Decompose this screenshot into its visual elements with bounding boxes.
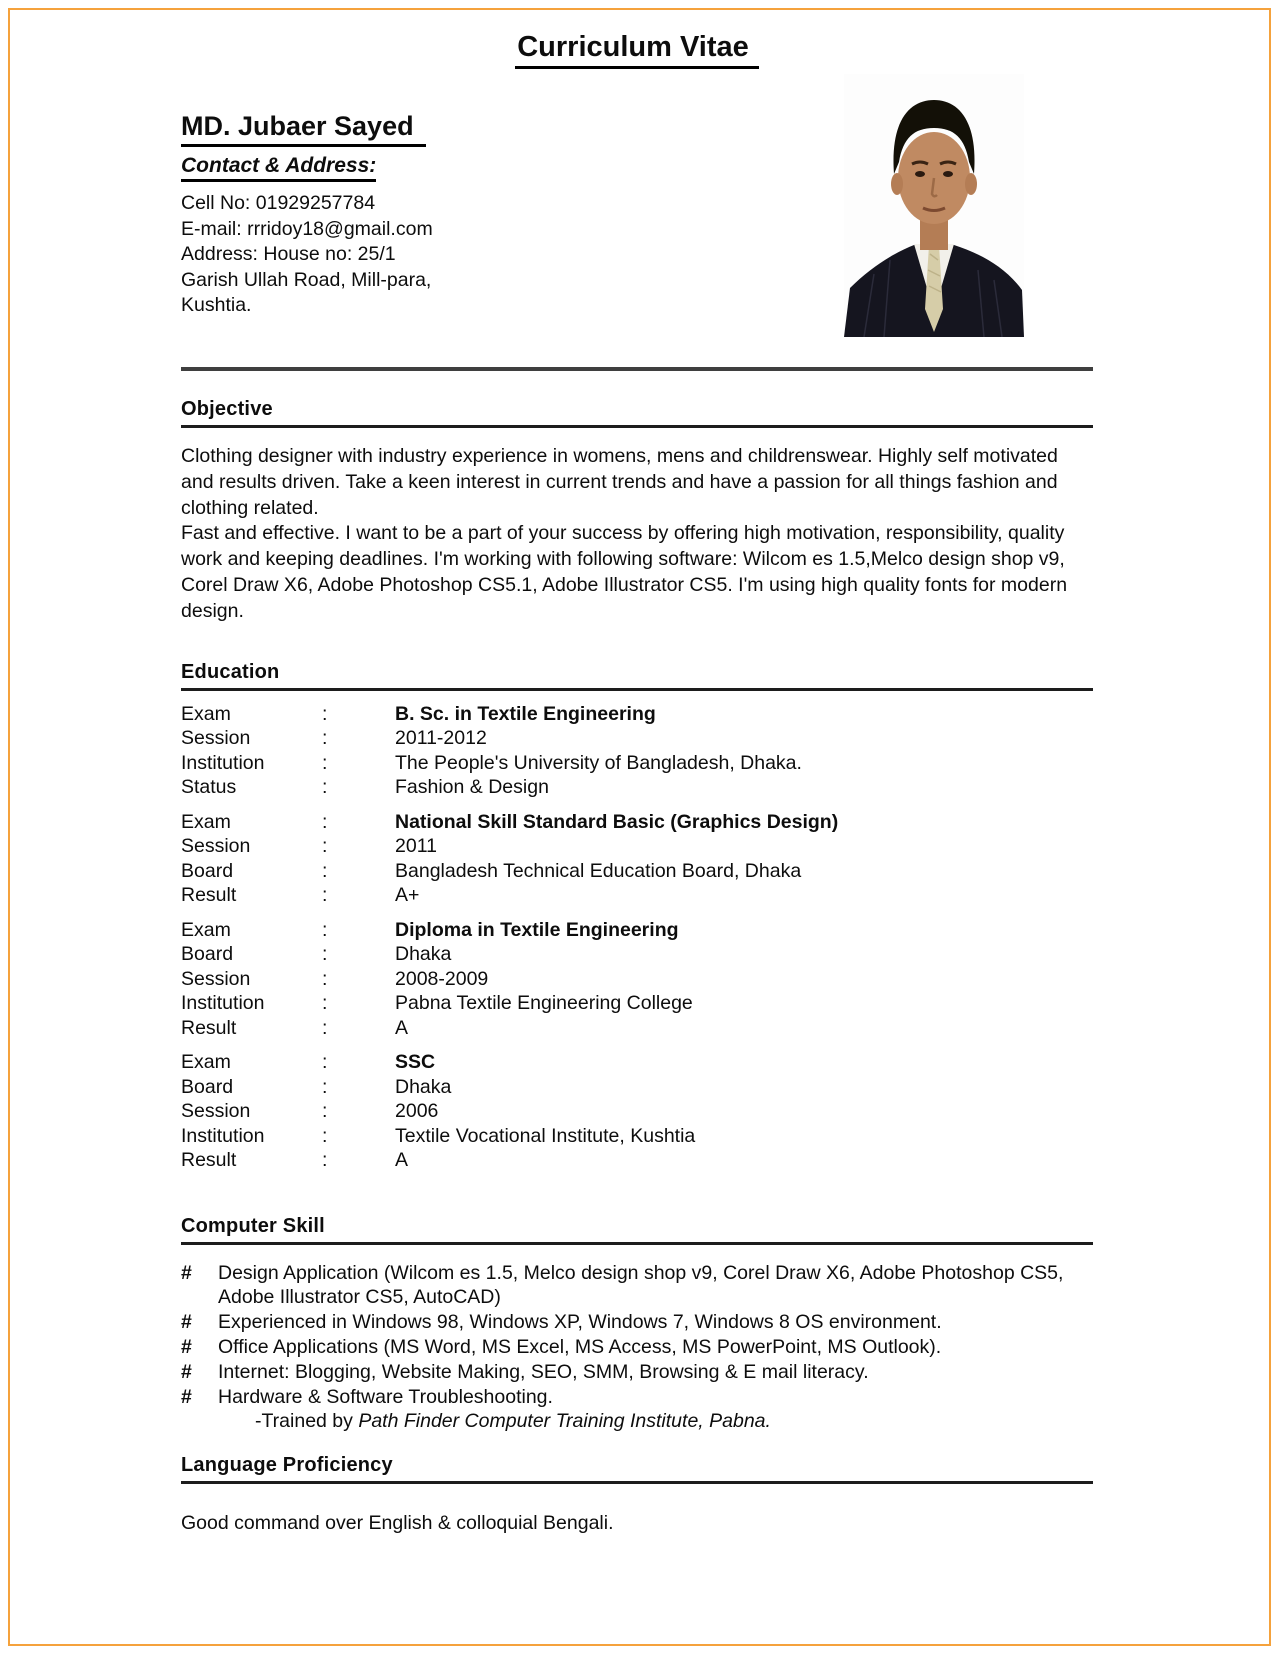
skill-item	[181, 1360, 1093, 1385]
education-row-colon: :	[322, 1051, 328, 1074]
hash-bullet-icon: #	[181, 1335, 192, 1358]
education-row	[181, 918, 1093, 943]
education-row	[181, 726, 1093, 751]
language-heading: Language Proficiency	[181, 1454, 393, 1477]
education-row-label: Status	[181, 776, 237, 799]
skill-item-text: Office Applications (MS Word, MS Excel, MS Access, MS PowerPoint, MS Outlook).	[218, 1335, 942, 1358]
education-row-label: Exam	[181, 1051, 231, 1074]
education-row	[181, 1050, 1093, 1075]
education-row-colon: :	[322, 1016, 328, 1039]
contact-lines	[181, 191, 433, 319]
training-note-prefix: -Trained by	[255, 1410, 359, 1433]
objective-paragraph: Clothing designer with industry experience in womens, mens and childrenswear. Highly self motivated and results driven. Take a keen interest in current trends and have a passion for all things fashion and clothing related.	[181, 445, 1058, 519]
education-row-colon: :	[322, 835, 328, 858]
computer-skill-heading: Computer Skill	[181, 1214, 325, 1237]
computer-skill-list	[181, 1261, 1093, 1410]
education-row-label: Result	[181, 884, 237, 907]
education-row-colon: :	[322, 776, 328, 799]
education-row-label: Session	[181, 835, 251, 858]
hash-bullet-icon: #	[181, 1385, 192, 1408]
education-row	[181, 834, 1093, 859]
hash-bullet-icon: #	[181, 1261, 192, 1284]
education-row-value: Diploma in Textile Engineering	[395, 918, 679, 941]
education-row-colon: :	[322, 884, 328, 907]
education-row-value: 2006	[395, 1100, 439, 1123]
education-row-label: Board	[181, 859, 234, 882]
education-entry	[181, 918, 1093, 1041]
education-row-colon: :	[322, 1124, 328, 1147]
education-row-value: 2008-2009	[395, 967, 489, 990]
skill-item-text: Design Application (Wilcom es 1.5, Melco design shop v9, Corel Draw X6, Adobe Photoshop CS5, Adobe Illustrator CS5, AutoCAD)	[218, 1261, 1064, 1309]
objective-paragraphs	[181, 444, 1093, 625]
contact-line: Garish Ullah Road, Mill-para,	[181, 268, 432, 291]
education-row	[181, 702, 1093, 727]
education-row-label: Session	[181, 727, 251, 750]
education-row-colon: :	[322, 1149, 328, 1172]
education-row-colon: :	[322, 702, 328, 725]
contact-block	[181, 74, 433, 337]
education-row-label: Result	[181, 1149, 237, 1172]
education-row-label: Exam	[181, 810, 231, 833]
contact-line: Address: House no: 25/1	[181, 243, 396, 265]
education-row	[181, 942, 1093, 967]
education-row-value: Textile Vocational Institute, Kushtia	[395, 1124, 696, 1147]
education-row-value: A	[395, 1149, 409, 1172]
education-row-value: Pabna Textile Engineering College	[395, 992, 693, 1015]
education-row-value: SSC	[395, 1051, 436, 1074]
education-row-value: Fashion & Design	[395, 776, 549, 799]
education-rule	[181, 688, 1093, 691]
education-row-value: 2011	[395, 835, 437, 858]
education-row-value: The People's University of Bangladesh, Dhaka.	[395, 751, 802, 774]
education-row	[181, 967, 1093, 992]
education-row-colon: :	[322, 859, 328, 882]
education-row-colon: :	[322, 967, 328, 990]
education-row-colon: :	[322, 1100, 328, 1123]
education-row-value: Dhaka	[395, 943, 452, 966]
education-row-label: Session	[181, 967, 251, 990]
education-row	[181, 883, 1093, 908]
contact-line: Cell No: 01929257784	[181, 192, 376, 214]
skill-item-text: Experienced in Windows 98, Windows XP, Windows 7, Windows 8 OS environment.	[218, 1311, 942, 1334]
education-row-colon: :	[322, 810, 328, 833]
education-row	[181, 1075, 1093, 1100]
page-title-text: Curriculum Vitae	[515, 31, 759, 69]
education-row-colon: :	[322, 918, 328, 941]
skill-item	[181, 1261, 1093, 1311]
education-row-value: A+	[395, 884, 420, 907]
language-text: Good command over English & colloquial Bengali.	[181, 1512, 614, 1535]
cv-content	[181, 0, 1093, 1536]
profile-photo	[844, 74, 1024, 337]
education-row	[181, 751, 1093, 776]
education-row-label: Result	[181, 1016, 237, 1039]
education-row	[181, 991, 1093, 1016]
page-title	[181, 31, 1093, 64]
education-row	[181, 859, 1093, 884]
contact-line: E-mail: rrridoy18@gmail.com	[181, 217, 433, 240]
education-row-colon: :	[322, 943, 328, 966]
candidate-name: MD. Jubaer Sayed	[181, 111, 426, 147]
education-row-value: B. Sc. in Textile Engineering	[395, 702, 656, 725]
education-row-label: Board	[181, 943, 234, 966]
education-row-label: Exam	[181, 918, 231, 941]
education-row-label: Session	[181, 1100, 251, 1123]
skill-item-text: Internet: Blogging, Website Making, SEO, SMM, Browsing & E mail literacy.	[218, 1360, 869, 1383]
education-row-colon: :	[322, 1075, 328, 1098]
education-row	[181, 1148, 1093, 1173]
education-row-colon: :	[322, 751, 328, 774]
skill-item-text: Hardware & Software Troubleshooting.	[218, 1385, 553, 1408]
header-section	[181, 74, 1093, 337]
education-row	[181, 1016, 1093, 1041]
header-divider	[181, 367, 1093, 371]
education-entry	[181, 702, 1093, 800]
computer-skill-rule	[181, 1242, 1093, 1245]
education-row-colon: :	[322, 727, 328, 750]
contact-line: Kushtia.	[181, 294, 252, 316]
objective-paragraph: Fast and effective. I want to be a part of your success by offering high motivation, responsibility, quality work and keeping deadlines. I'm working with following software: Wilcom es 1.5,Melco design shop v9, Corel Draw X6, Adobe Photoshop CS5.1, Adobe Illustrator CS5. I'm using high quality fonts for modern design.	[181, 522, 1068, 622]
education-row	[181, 810, 1093, 835]
training-note	[181, 1409, 1093, 1434]
education-row-label: Institution	[181, 751, 265, 774]
training-institute: Path Finder Computer Training Institute, Pabna.	[358, 1410, 771, 1433]
education-row-value: 2011-2012	[395, 727, 487, 750]
education-entry	[181, 1050, 1093, 1173]
education-heading: Education	[181, 660, 280, 683]
education-row-value: Bangladesh Technical Education Board, Dhaka	[395, 859, 802, 882]
skill-item	[181, 1310, 1093, 1335]
education-row	[181, 1124, 1093, 1149]
hash-bullet-icon: #	[181, 1360, 192, 1383]
skill-item	[181, 1335, 1093, 1360]
contact-heading: Contact & Address:	[181, 154, 376, 182]
education-row-value: A	[395, 1016, 409, 1039]
language-rule	[181, 1481, 1093, 1484]
education-row-label: Exam	[181, 702, 231, 725]
education-row-colon: :	[322, 992, 328, 1015]
skill-item	[181, 1385, 1093, 1410]
education-entry	[181, 810, 1093, 908]
education-row-value: National Skill Standard Basic (Graphics Design)	[395, 810, 839, 833]
education-row-value: Dhaka	[395, 1075, 452, 1098]
education-row-label: Board	[181, 1075, 234, 1098]
portrait-illustration	[844, 74, 1024, 337]
education-entries	[181, 702, 1093, 1173]
education-row	[181, 1099, 1093, 1124]
education-row	[181, 775, 1093, 800]
objective-heading: Objective	[181, 398, 273, 420]
education-row-label: Institution	[181, 1124, 265, 1147]
education-row-label: Institution	[181, 992, 265, 1015]
objective-rule	[181, 425, 1093, 428]
hash-bullet-icon: #	[181, 1311, 192, 1334]
